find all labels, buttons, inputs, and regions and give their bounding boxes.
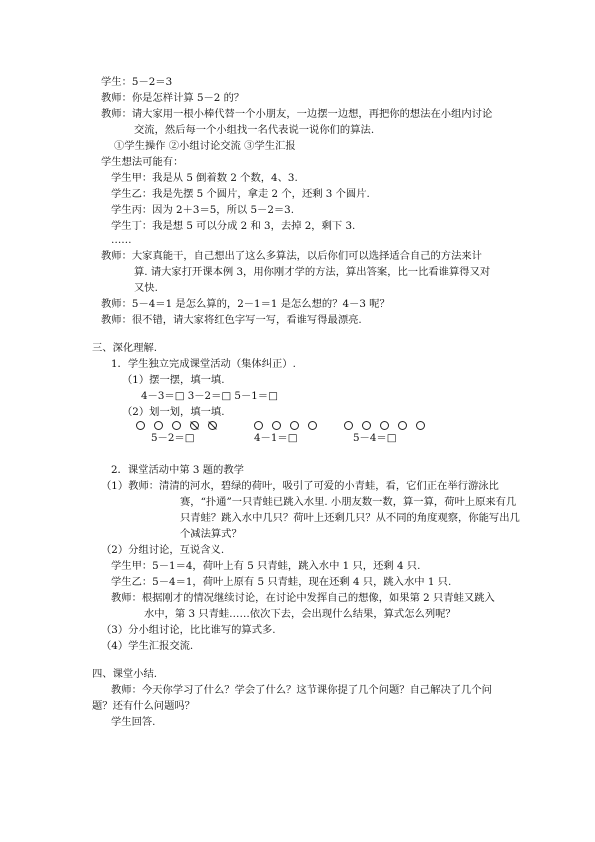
circle-group-2 xyxy=(254,420,326,431)
section-heading: 三、深化理解. xyxy=(92,342,158,354)
circle-mark xyxy=(154,421,163,430)
text-line: 学生：5－2＝3 xyxy=(101,76,173,88)
text-line: （4）学生汇报交流. xyxy=(101,640,194,652)
text-line: 学生丁：我是想 5 可以分成 2 和 3，去掉 2，剩下 3. xyxy=(111,220,356,232)
text-line: 教师：很不错，请大家将红色字写一写，看谁写得最漂亮. xyxy=(101,314,362,326)
equation-row: 4－3＝□ 3－2＝□ 5－1＝□ xyxy=(141,390,278,402)
text-line: 教师：请大家用一根小棒代替一个小朋友，一边摆一边想，再把你的想法在小组内讨论 xyxy=(101,108,493,120)
circle-mark xyxy=(416,421,425,430)
text-line: 赛，“扑通”一只青蛙已跳入水里. 小朋友数一数，算一算，荷叶上原来有几 xyxy=(180,496,517,508)
text-line: 又快. xyxy=(134,282,158,294)
circle-group-1 xyxy=(136,420,226,431)
circle-mark xyxy=(272,421,281,430)
text-line: 教师：根据刚才的情况继续讨论，在讨论中发挥自己的想像，如果第 2 只青蛙又跳入 xyxy=(111,592,495,604)
circle-mark xyxy=(380,421,389,430)
equation: 5－4＝□ xyxy=(353,432,397,444)
circle-mark xyxy=(290,421,299,430)
text-line: （1）摆一摆，填一填. xyxy=(122,374,225,386)
text-line: 学生乙：5－4＝1，荷叶上原有 5 只青蛙，现在还剩 4 只，跳入水中 1 只. xyxy=(111,576,452,588)
text-line: 题？还有什么问题吗？ xyxy=(92,700,195,712)
text-line: （2）划一划，填一填. xyxy=(122,406,225,418)
text-line: 学生想法可能有： xyxy=(101,156,184,168)
text-line: 教师：大家真能干，自己想出了这么多算法，以后你们可以选择适合自己的方法来计 xyxy=(101,250,482,262)
text-line: 交流，然后每一个小组找一名代表说一说你们的算法. xyxy=(134,124,375,136)
text-line: 教师：5－4＝1 是怎么算的，2－1＝1 是怎么想的？4－3 呢？ xyxy=(101,298,390,310)
equation: 4－1＝□ xyxy=(254,432,298,444)
text-line: …… xyxy=(111,234,132,246)
text-line: 只青蛙？跳入水中几只？荷叶上还剩几只？从不同的角度观察，你能写出几 xyxy=(180,512,520,524)
text-line: 1．学生独立完成课堂活动（集体纠正）. xyxy=(111,358,296,370)
equation: 5－2＝□ xyxy=(151,432,195,444)
text-line: 学生乙：我是先摆 5 个圆片，拿走 2 个，还剩 3 个圆片. xyxy=(111,188,370,200)
text-line: （2）分组讨论，互说含义. xyxy=(101,544,225,556)
circle-mark xyxy=(308,421,317,430)
circle-group-3 xyxy=(344,420,434,431)
section-heading: 四、课堂小结. xyxy=(92,668,158,680)
crossed-circle-mark xyxy=(208,421,217,430)
text-line: ①学生操作 ②小组讨论交流 ③学生汇报 xyxy=(114,140,296,152)
text-line: 学生回答. xyxy=(111,716,156,728)
text-line: 算. 请大家打开课本例 3，用你刚才学的方法，算出答案，比一比看谁算得又对 xyxy=(134,266,491,278)
text-line: 2．课堂活动中第 3 题的教学 xyxy=(111,464,244,476)
text-line: 教师：你是怎样计算 5－2 的？ xyxy=(101,92,245,104)
circle-mark xyxy=(172,421,181,430)
text-line: 学生丙：因为 2＋3＝5，所以 5－2＝3. xyxy=(111,204,294,216)
text-line: 学生甲：5－1＝4，荷叶上有 5 只青蛙，跳入水中 1 只，还剩 4 只. xyxy=(111,560,421,572)
circle-mark xyxy=(362,421,371,430)
crossed-circle-mark xyxy=(190,421,199,430)
text-line: （1）教师：清清的河水，碧绿的荷叶，吸引了可爱的小青蛙，看，它们正在举行游泳比 xyxy=(101,480,499,492)
circle-mark xyxy=(344,421,353,430)
text-line: 水中，第 3 只青蛙……依次下去，会出现什么结果，算式怎么列呢？ xyxy=(144,608,456,620)
text-line: （3）分小组讨论，比比谁写的算式多. xyxy=(101,624,276,636)
circle-mark xyxy=(398,421,407,430)
text-line: 学生甲：我是从 5 倒着数 2 个数，4、3. xyxy=(111,172,298,184)
text-line: 个减法算式？ xyxy=(180,528,242,540)
text-line: 教师：今天你学习了什么？学会了什么？这节课你提了几个问题？自己解决了几个问 xyxy=(111,684,492,696)
circle-mark xyxy=(136,421,145,430)
circle-mark xyxy=(254,421,263,430)
